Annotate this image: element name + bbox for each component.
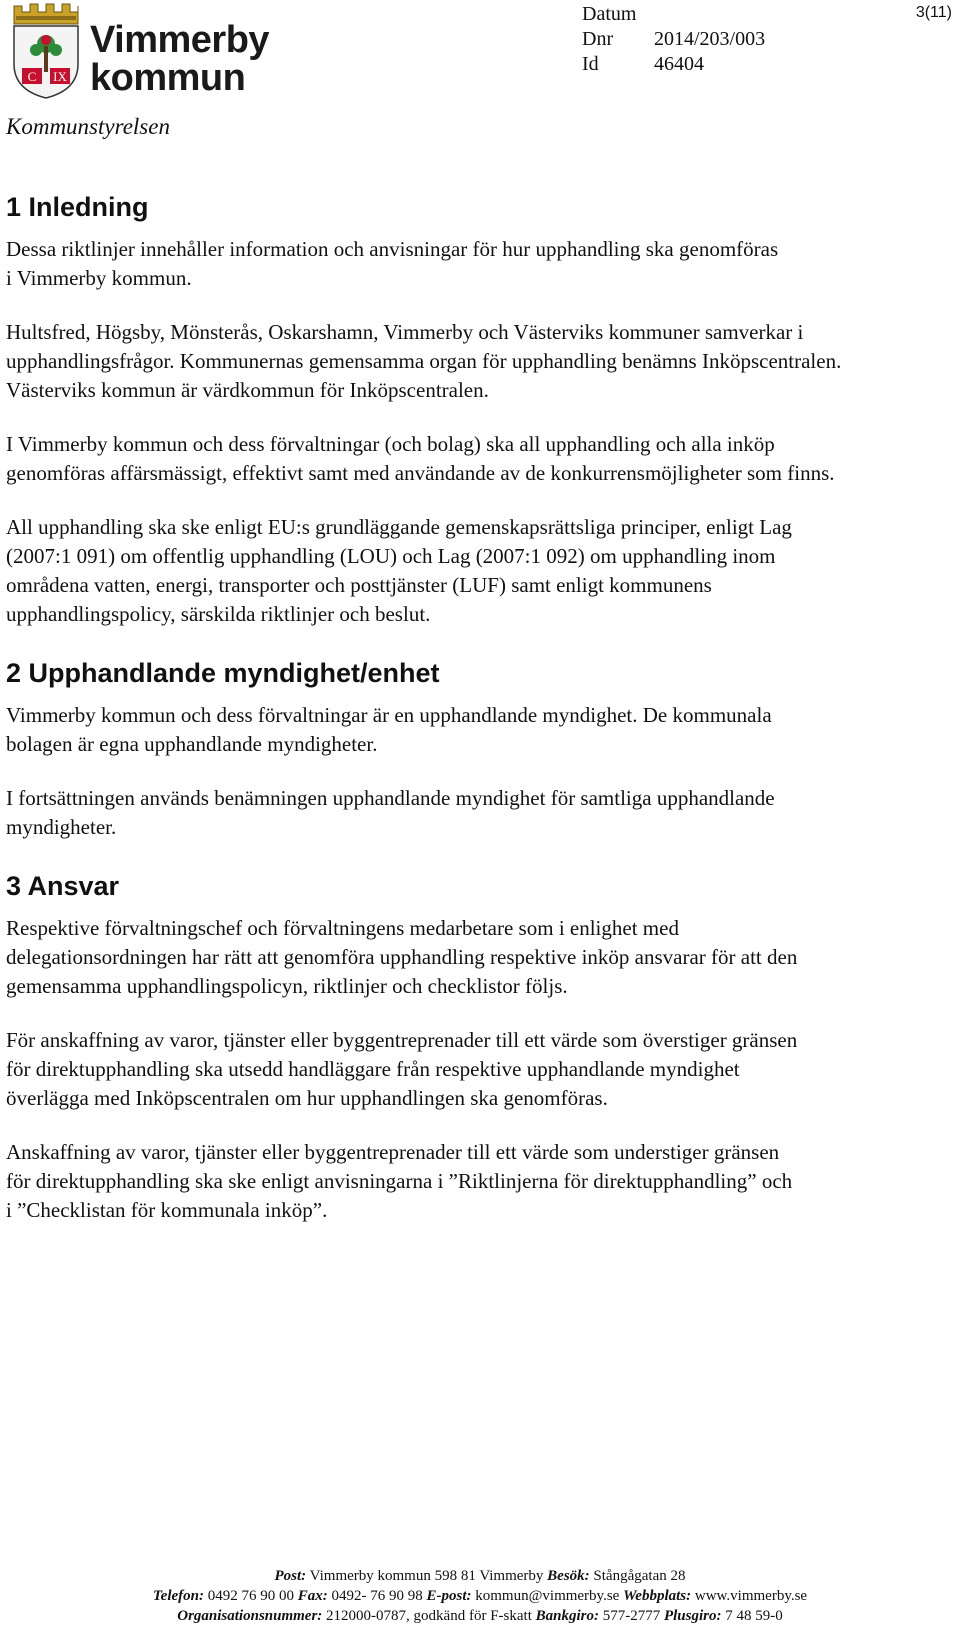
paragraph-line: Respektive förvaltningschef och förvaltningens medarbetare som i enlighet med — [6, 916, 679, 940]
footer-label: Post: — [274, 1568, 307, 1584]
footer-email: kommun@vimmerby.se — [475, 1588, 620, 1604]
footer-label: Plusgiro: — [663, 1608, 722, 1624]
body-paragraph — [6, 513, 956, 629]
coat-of-arms-icon — [6, 2, 86, 100]
paragraph-line: Anskaffning av varor, tjänster eller byggentreprenader till ett värde som understiger gränsen — [6, 1140, 780, 1164]
footer-line-address — [0, 1566, 960, 1586]
meta-row-date — [582, 2, 765, 27]
meta-key: Datum — [582, 3, 637, 25]
paragraph-line: Vimmerby kommun och dess förvaltningar är en upphandlande myndighet. De kommunala — [6, 703, 772, 727]
organization-name: Kommunstyrelsen — [6, 114, 170, 139]
meta-row-id — [582, 52, 765, 77]
paragraph-line: (2007:1 091) om offentlig upphandling (LOU) och Lag (2007:1 092) om upphandling inom — [6, 544, 776, 568]
footer-value: 0492- 76 90 98 — [331, 1588, 423, 1604]
footer-value: 7 48 59-0 — [725, 1608, 783, 1624]
meta-value: 2014/203/003 — [654, 28, 766, 50]
paragraph-line: All upphandling ska ske enligt EU:s grundläggande gemenskapsrättsliga principer, enligt Lag — [6, 515, 792, 539]
meta-key: Id — [582, 53, 599, 75]
logo-text-line1: Vimmerby — [90, 19, 270, 61]
footer-line-registration — [0, 1606, 960, 1626]
svg-text:IX: IX — [53, 69, 67, 84]
body-paragraph — [6, 1138, 956, 1225]
paragraph-line: i Vimmerby kommun. — [6, 266, 192, 290]
footer-label: Telefon: — [152, 1588, 204, 1604]
footer-value: 212000-0787, godkänd för F-skatt — [326, 1608, 532, 1624]
footer-label: E-post: — [426, 1588, 472, 1604]
paragraph-line: för direktupphandling ska utsedd handläggare från respektive upphandlande myndighet — [6, 1057, 740, 1081]
body-paragraph — [6, 914, 956, 1001]
vimmerby-kommun-logo — [6, 2, 270, 102]
section-heading: 2 Upphandlande myndighet/enhet — [6, 658, 440, 688]
document-meta — [582, 2, 765, 77]
footer-value: 577-2777 — [602, 1608, 661, 1624]
footer — [0, 1566, 960, 1626]
paragraph-line: gemensamma upphandlingspolicyn, riktlinjer och checklistor följs. — [6, 974, 568, 998]
paragraph-line: områdena vatten, energi, transporter och posttjänster (LUF) samt enligt kommunens — [6, 573, 712, 597]
footer-website: www.vimmerby.se — [694, 1588, 808, 1604]
body-paragraph — [6, 1026, 956, 1113]
paragraph-line: upphandlingsfrågor. Kommunernas gemensamma organ för upphandling benämns Inköpscentralen. — [6, 349, 842, 373]
svg-text:C: C — [27, 69, 37, 84]
footer-value: Vimmerby kommun 598 81 Vimmerby — [309, 1568, 544, 1584]
paragraph-line: För anskaffning av varor, tjänster eller byggentreprenader till ett värde som överstiger gränsen — [6, 1028, 798, 1052]
body-paragraph — [6, 430, 956, 488]
meta-key: Dnr — [582, 28, 614, 50]
footer-label: Besök: — [547, 1568, 590, 1584]
section-heading: 1 Inledning — [6, 192, 149, 222]
footer-value: Stångågatan 28 — [593, 1568, 686, 1584]
meta-row-dnr — [582, 27, 765, 52]
page-number: 3(11) — [915, 4, 952, 21]
paragraph-line: bolagen är egna upphandlande myndigheter. — [6, 732, 378, 756]
footer-label: Webbplats: — [623, 1588, 692, 1604]
document-body — [6, 190, 956, 1225]
paragraph-line: myndigheter. — [6, 815, 117, 839]
footer-label: Organisationsnummer: — [177, 1608, 323, 1624]
section-heading: 3 Ansvar — [6, 871, 120, 901]
paragraph-line: Hultsfred, Högsby, Mönsterås, Oskarshamn, Vimmerby och Västerviks kommuner samverkar i — [6, 320, 804, 344]
paragraph-line: genomföras affärsmässigt, effektivt samt med användande av de konkurrensmöjligheter som finns. — [6, 461, 835, 485]
paragraph-line: för direktupphandling ska ske enligt anvisningarna i ”Riktlinjerna för direktupphandling” och — [6, 1169, 793, 1193]
paragraph-line: I fortsättningen används benämningen upphandlande myndighet för samtliga upphandlande — [6, 786, 775, 810]
footer-line-contact — [0, 1586, 960, 1606]
paragraph-line: Västerviks kommun är värdkommun för Inköpscentralen. — [6, 378, 489, 402]
meta-value: 46404 — [654, 53, 704, 75]
paragraph-line: upphandlingspolicy, särskilda riktlinjer och beslut. — [6, 602, 431, 626]
logo-text-line2: kommun — [90, 57, 246, 99]
paragraph-line: delegationsordningen har rätt att genomföra upphandling respektive inköp ansvarar för att den — [6, 945, 798, 969]
footer-label: Fax: — [297, 1588, 328, 1604]
paragraph-line: i ”Checklistan för kommunala inköp”. — [6, 1198, 328, 1222]
paragraph-line: Dessa riktlinjer innehåller information och anvisningar för hur upphandling ska genomföras — [6, 237, 779, 261]
body-paragraph — [6, 784, 956, 842]
paragraph-line: I Vimmerby kommun och dess förvaltningar (och bolag) ska all upphandling och alla inköp — [6, 432, 775, 456]
body-paragraph — [6, 701, 956, 759]
footer-label: Bankgiro: — [535, 1608, 599, 1624]
footer-value: 0492 76 90 00 — [207, 1588, 294, 1604]
paragraph-line: överlägga med Inköpscentralen om hur upphandlingen ska genomföras. — [6, 1086, 608, 1110]
body-paragraph — [6, 235, 956, 293]
body-paragraph — [6, 318, 956, 405]
